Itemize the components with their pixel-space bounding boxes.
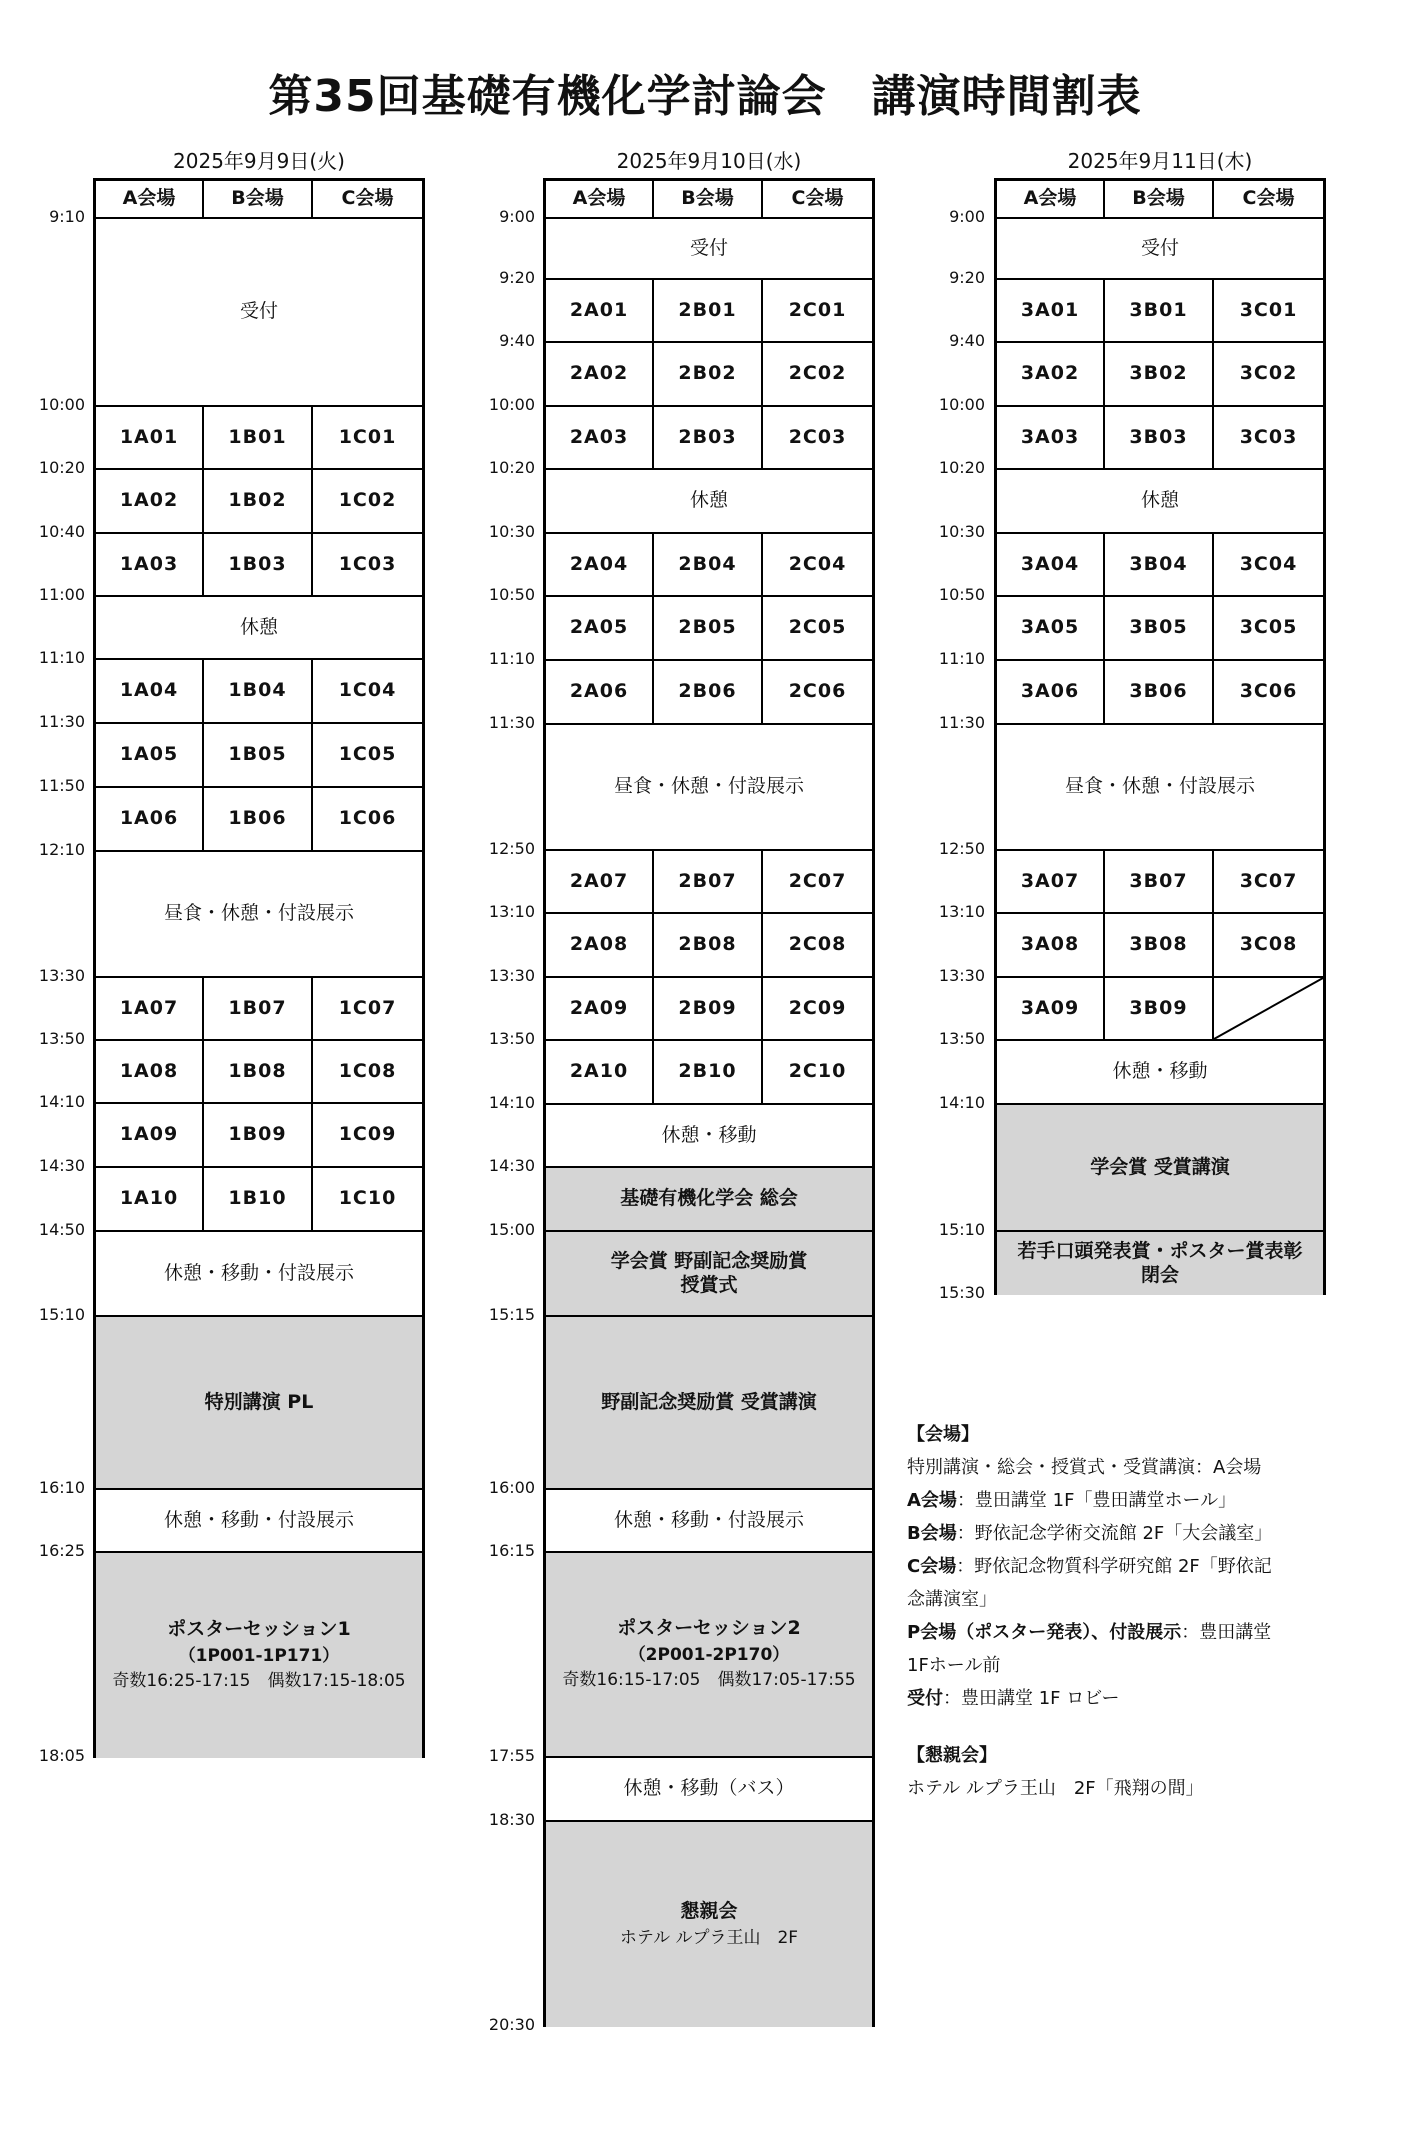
block-title-line: 授賞式 [680, 1273, 738, 1296]
talk-slot: 3A05 [997, 597, 1105, 661]
schedule-table [543, 178, 875, 2027]
break-block [997, 1041, 1323, 1105]
block-title: 休憩 [1140, 489, 1179, 512]
talk-slot: 3A09 [997, 978, 1105, 1041]
venue-line [907, 1484, 1327, 1517]
time-label: 11:30 [938, 713, 985, 732]
time-label: 11:30 [488, 713, 535, 732]
time-label: 15:10 [938, 1220, 985, 1239]
talk-slot: 2C02 [763, 343, 872, 407]
talk-slot: 1C03 [313, 534, 422, 597]
talk-slot: 1B05 [204, 724, 313, 788]
hall-header: C会場 [763, 181, 872, 219]
block-title: 休憩・移動・付設展示 [163, 1261, 354, 1284]
talk-slot: 3B09 [1105, 978, 1214, 1041]
break-block [997, 725, 1323, 851]
talk-slot: 1C01 [313, 407, 422, 470]
talk-slot: 3A02 [997, 343, 1105, 407]
time-label: 17:55 [488, 1746, 535, 1765]
time-label: 13:30 [938, 966, 985, 985]
venue-line [907, 1649, 1327, 1682]
talk-slot: 3C05 [1214, 597, 1323, 661]
session-block [96, 1553, 422, 1758]
talk-slot: 2A08 [546, 914, 654, 978]
hall-header: B会場 [1105, 181, 1214, 219]
schedule-table [93, 178, 425, 1758]
break-block [96, 1232, 422, 1317]
talk-slot: 1C02 [313, 470, 422, 534]
talk-slot: 2C09 [763, 978, 872, 1041]
talk-slot: 2B02 [654, 343, 763, 407]
talk-slot: 1B06 [204, 788, 313, 852]
time-label: 11:50 [38, 776, 85, 795]
hall-header: A会場 [546, 181, 654, 219]
hall-header: A会場 [96, 181, 204, 219]
block-subtitle: （1P001-1P171） [178, 1646, 340, 1667]
time-label: 15:10 [38, 1305, 85, 1324]
talk-slot: 2B07 [654, 851, 763, 914]
time-label: 16:15 [488, 1541, 535, 1560]
talk-slot: 1A10 [96, 1168, 204, 1232]
talk-slot: 2B04 [654, 534, 763, 597]
session-block [997, 1232, 1323, 1295]
talk-slot: 2C03 [763, 407, 872, 470]
time-label: 13:50 [938, 1029, 985, 1048]
block-title: 休憩 [689, 489, 728, 512]
talk-slot: 3A07 [997, 851, 1105, 914]
block-title: 特別講演 PL [204, 1390, 314, 1413]
talk-slot: 3A03 [997, 407, 1105, 470]
block-title: 懇親会 [680, 1900, 738, 1922]
time-label: 15:15 [488, 1305, 535, 1324]
hall-header: C会場 [1214, 181, 1323, 219]
time-label: 13:30 [38, 966, 85, 985]
venue-text: 特別講演・総会・授賞式・受賞講演：A会場 [907, 1457, 1262, 1478]
time-label: 13:50 [38, 1029, 85, 1048]
talk-slot: 1C09 [313, 1104, 422, 1168]
talk-slot: 1A09 [96, 1104, 204, 1168]
time-label: 10:50 [488, 585, 535, 604]
time-label: 10:20 [488, 458, 535, 477]
session-block [546, 1553, 872, 1758]
talk-slot: 2B05 [654, 597, 763, 661]
talk-slot: 3C01 [1214, 280, 1323, 343]
talk-slot: 3A01 [997, 280, 1105, 343]
talk-slot: 3B03 [1105, 407, 1214, 470]
block-title: 休憩・移動・付設展示 [613, 1508, 804, 1531]
time-label: 10:40 [38, 522, 85, 541]
break-block [96, 597, 422, 660]
break-block [96, 1490, 422, 1553]
time-label: 16:25 [38, 1541, 85, 1560]
break-block [997, 219, 1323, 280]
time-label: 20:30 [488, 2015, 535, 2034]
day-date: 2025年9月10日(水) [616, 149, 802, 173]
time-label: 10:00 [938, 395, 985, 414]
block-title: 昼食・休憩・付設展示 [163, 902, 354, 925]
block-subtitle: 奇数16:15-17:05 偶数17:05-17:55 [562, 1670, 856, 1691]
venue-heading: 【会場】 [907, 1424, 979, 1445]
venue-line [907, 1550, 1327, 1583]
break-block [546, 219, 872, 280]
time-label: 13:50 [488, 1029, 535, 1048]
venue-label: A会場 [907, 1490, 957, 1511]
talk-slot: 1A07 [96, 978, 204, 1041]
talk-slot: 1B01 [204, 407, 313, 470]
venue-text: 1Fホール前 [907, 1655, 1001, 1676]
talk-slot: 2A07 [546, 851, 654, 914]
talk-slot: 3B05 [1105, 597, 1214, 661]
block-title: 学会賞 受賞講演 [1090, 1155, 1230, 1178]
venue-text: 念講演室」 [907, 1589, 997, 1610]
talk-slot: 1B09 [204, 1104, 313, 1168]
block-title: ポスターセッション2 [617, 1617, 801, 1640]
talk-slot: 3B07 [1105, 851, 1214, 914]
talk-slot: 3C07 [1214, 851, 1323, 914]
time-label: 13:30 [488, 966, 535, 985]
talk-slot: 2C04 [763, 534, 872, 597]
time-label: 11:10 [38, 648, 85, 667]
talk-slot: 2A06 [546, 661, 654, 725]
talk-slot: 1A02 [96, 470, 204, 534]
block-title: 受付 [239, 300, 278, 323]
time-label: 18:30 [488, 1810, 535, 1829]
break-block [96, 852, 422, 978]
venue-text: ：野依記念学術交流館 2F「大会議室」 [956, 1523, 1273, 1544]
time-label: 9:20 [949, 268, 985, 287]
time-label: 12:50 [938, 839, 985, 858]
talk-slot: 2A01 [546, 280, 654, 343]
talk-slot: 3A04 [997, 534, 1105, 597]
banquet-heading: 【懇親会】 [907, 1745, 997, 1766]
time-label: 10:50 [938, 585, 985, 604]
time-label: 11:10 [488, 649, 535, 668]
talk-slot: 3C03 [1214, 407, 1323, 470]
session-block [546, 1232, 872, 1317]
talk-slot: 3B06 [1105, 661, 1214, 725]
talk-slot: 3B04 [1105, 534, 1214, 597]
block-title: 基礎有機化学会 総会 [620, 1187, 798, 1210]
venue-notes [907, 1418, 1327, 1805]
page-title: 第35回基礎有機化学討論会 講演時間割表 [268, 71, 1142, 122]
time-label: 16:10 [38, 1478, 85, 1497]
venue-line [907, 1517, 1327, 1550]
talk-slot: 3C08 [1214, 914, 1323, 978]
venue-line [907, 1451, 1327, 1484]
venue-label: B会場 [907, 1523, 957, 1544]
talk-slot: 1A03 [96, 534, 204, 597]
session-block [546, 1317, 872, 1490]
talk-slot: 1A05 [96, 724, 204, 788]
talk-slot: 2A04 [546, 534, 654, 597]
talk-slot: 2A02 [546, 343, 654, 407]
talk-slot: 1C06 [313, 788, 422, 852]
talk-slot: 1A01 [96, 407, 204, 470]
time-label: 9:40 [499, 331, 535, 350]
session-block [997, 1105, 1323, 1232]
talk-slot: 2B06 [654, 661, 763, 725]
block-title: 受付 [1140, 236, 1179, 259]
talk-slot: 2B09 [654, 978, 763, 1041]
hall-header: C会場 [313, 181, 422, 219]
talk-slot: 1A06 [96, 788, 204, 852]
time-label: 9:40 [949, 331, 985, 350]
talk-slot: 3A06 [997, 661, 1105, 725]
talk-slot: 1B08 [204, 1041, 313, 1104]
time-label: 11:00 [38, 585, 85, 604]
time-label: 9:00 [949, 207, 985, 226]
talk-slot: 1B03 [204, 534, 313, 597]
slash-mark [1214, 978, 1323, 1039]
talk-slot: 1B07 [204, 978, 313, 1041]
talk-slot: 2A09 [546, 978, 654, 1041]
day-date: 2025年9月9日(火) [173, 149, 345, 173]
time-label: 10:30 [938, 522, 985, 541]
talk-slot: 2A03 [546, 407, 654, 470]
block-title: 昼食・休憩・付設展示 [1064, 775, 1255, 798]
time-label: 18:05 [38, 1746, 85, 1765]
time-label: 11:30 [38, 712, 85, 731]
venue-label: P会場（ポスター発表）、付設展示 [907, 1622, 1182, 1643]
schedule-table [994, 178, 1326, 1295]
session-block [96, 1317, 422, 1490]
break-block [546, 470, 872, 534]
time-label: 9:10 [49, 207, 85, 226]
talk-slot: 3B01 [1105, 280, 1214, 343]
time-label: 10:30 [488, 522, 535, 541]
break-block [546, 725, 872, 851]
talk-slot: 3B02 [1105, 343, 1214, 407]
block-title-line: 閉会 [1140, 1263, 1179, 1286]
block-title: ポスターセッション1 [167, 1618, 351, 1641]
talk-slot: 3C02 [1214, 343, 1323, 407]
session-block [546, 1822, 872, 2027]
block-subtitle: ホテル ルプラ王山 2F [619, 1927, 799, 1948]
time-label: 10:00 [38, 395, 85, 414]
time-label: 13:10 [488, 902, 535, 921]
talk-slot: 1C04 [313, 660, 422, 724]
talk-slot: 3A08 [997, 914, 1105, 978]
time-label: 9:20 [499, 268, 535, 287]
time-label: 9:00 [499, 207, 535, 226]
time-label: 10:20 [38, 458, 85, 477]
venue-line [907, 1616, 1327, 1649]
talk-slot: 2B08 [654, 914, 763, 978]
block-title: 昼食・休憩・付設展示 [613, 775, 804, 798]
venue-label: C会場 [907, 1556, 957, 1577]
time-label: 14:30 [38, 1156, 85, 1175]
hall-header: A会場 [997, 181, 1105, 219]
break-block [546, 1758, 872, 1822]
time-label: 14:30 [488, 1156, 535, 1175]
venue-text: ：野依記念物質科学研究館 2F「野依記 [956, 1556, 1272, 1577]
time-label: 12:50 [488, 839, 535, 858]
block-title: 休憩・移動（バス） [623, 1777, 795, 1800]
venue-text: ：豊田講堂 [1181, 1622, 1272, 1643]
venue-text: ：豊田講堂 1F「豊田講堂ホール」 [956, 1490, 1237, 1511]
time-label: 10:00 [488, 395, 535, 414]
block-title: 休憩・移動 [661, 1123, 757, 1146]
venue-line [907, 1682, 1327, 1715]
venue-text: ：豊田講堂 1F ロビー [943, 1688, 1120, 1709]
break-block [96, 219, 422, 407]
hall-header: B会場 [204, 181, 313, 219]
talk-slot: 2C05 [763, 597, 872, 661]
talk-slot: 2C06 [763, 661, 872, 725]
block-title: 受付 [689, 236, 728, 259]
talk-slot: 2A10 [546, 1041, 654, 1105]
time-label: 10:20 [938, 458, 985, 477]
banquet-text: ホテル ルプラ王山 2F「飛翔の間」 [907, 1778, 1204, 1799]
block-title: 野副記念奨励賞 受賞講演 [601, 1390, 817, 1413]
talk-slot: 3C06 [1214, 661, 1323, 725]
time-label: 14:10 [938, 1093, 985, 1112]
talk-slot: 2C08 [763, 914, 872, 978]
talk-slot: 1C08 [313, 1041, 422, 1104]
talk-slot: 1C10 [313, 1168, 422, 1232]
day-date: 2025年9月11日(木) [1067, 149, 1253, 173]
talk-slot: 1B10 [204, 1168, 313, 1232]
time-label: 11:10 [938, 649, 985, 668]
talk-slot: 1B02 [204, 470, 313, 534]
talk-slot: 1A08 [96, 1041, 204, 1104]
talk-slot: 2C10 [763, 1041, 872, 1105]
break-block [546, 1490, 872, 1553]
break-block [546, 1105, 872, 1168]
talk-slot: 2B10 [654, 1041, 763, 1105]
talk-slot: 2C01 [763, 280, 872, 343]
time-label: 12:10 [38, 840, 85, 859]
venue-line [907, 1583, 1327, 1616]
block-title: 休憩・移動 [1112, 1060, 1208, 1083]
venue-label: 受付 [907, 1688, 943, 1709]
talk-slot: 2B01 [654, 280, 763, 343]
time-label: 15:30 [938, 1283, 985, 1302]
talk-slot: 1A04 [96, 660, 204, 724]
block-title: 休憩・移動・付設展示 [163, 1508, 354, 1531]
block-subtitle: 奇数16:25-17:15 偶数17:15-18:05 [112, 1671, 406, 1692]
time-label: 14:10 [488, 1093, 535, 1112]
time-label: 13:10 [938, 902, 985, 921]
talk-slot: 1B04 [204, 660, 313, 724]
time-label: 16:00 [488, 1478, 535, 1497]
block-title: 休憩 [239, 615, 278, 638]
block-title: 若手口頭発表賞・ポスター賞表彰 [1017, 1239, 1303, 1262]
break-block [997, 470, 1323, 534]
hall-header: B会場 [654, 181, 763, 219]
time-label: 15:00 [488, 1220, 535, 1239]
time-label: 14:10 [38, 1092, 85, 1111]
talk-slot: 2C07 [763, 851, 872, 914]
empty-slot [1214, 978, 1323, 1041]
session-block [546, 1168, 872, 1232]
talk-slot: 2A05 [546, 597, 654, 661]
talk-slot: 1C05 [313, 724, 422, 788]
talk-slot: 3B08 [1105, 914, 1214, 978]
time-label: 14:50 [38, 1220, 85, 1239]
block-subtitle: （2P001-2P170） [628, 1645, 790, 1666]
talk-slot: 3C04 [1214, 534, 1323, 597]
talk-slot: 2B03 [654, 407, 763, 470]
talk-slot: 1C07 [313, 978, 422, 1041]
block-title: 学会賞 野副記念奨励賞 [610, 1249, 808, 1272]
